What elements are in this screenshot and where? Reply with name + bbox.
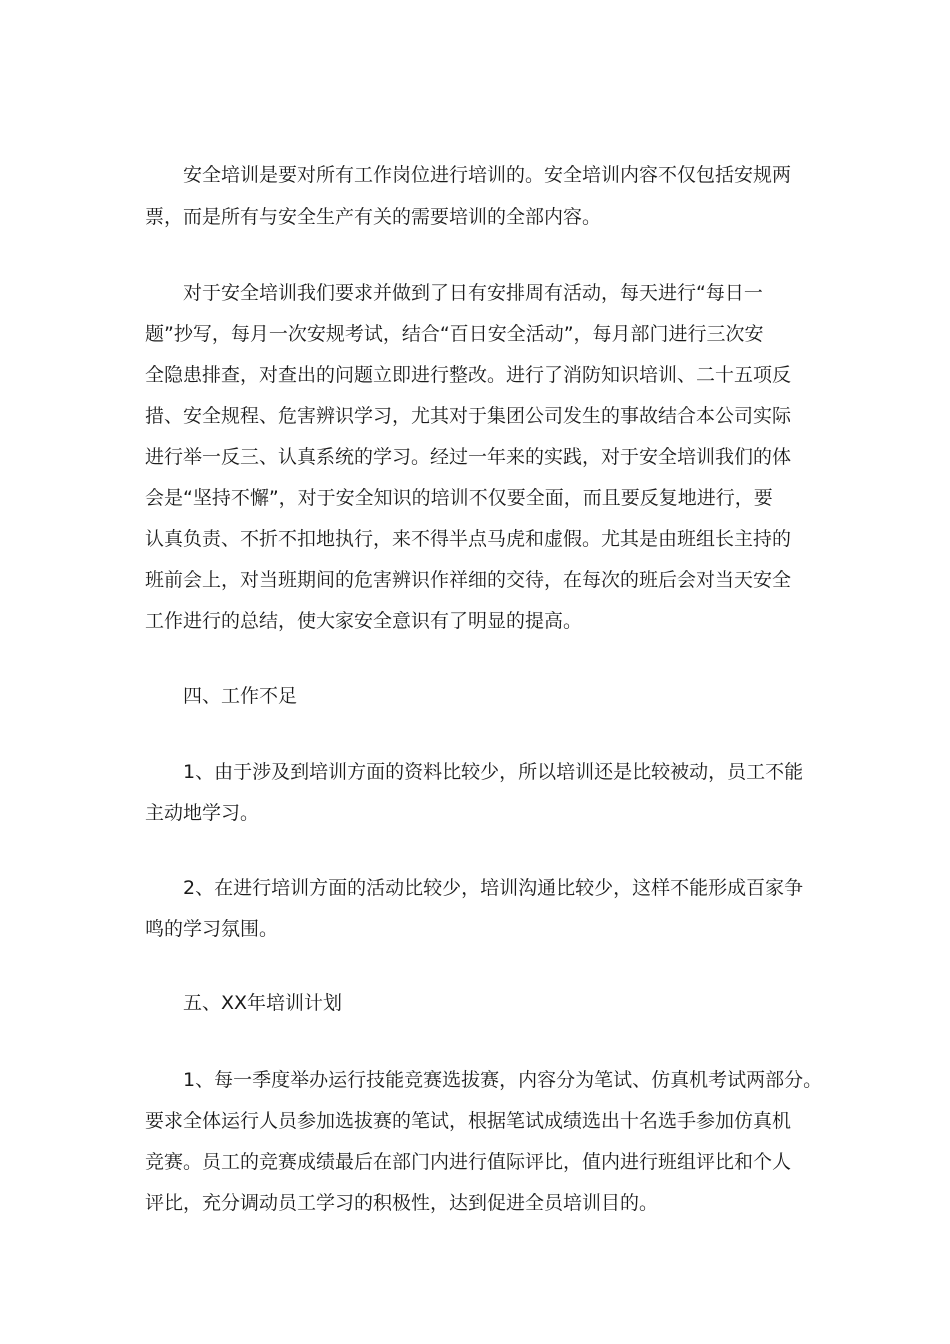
- paragraph-5-line-1: 1、每一季度举办运行技能竞赛选拔赛，内容分为笔试、仿真机考试两部分。: [183, 1069, 823, 1091]
- paragraph-1-line-2: 票，而是所有与安全生产有关的需要培训的全部内容。: [145, 206, 602, 228]
- paragraph-2-line-9: 工作进行的总结，使大家安全意识有了明显的提高。: [145, 610, 583, 632]
- paragraph-4-line-2: 鸣的学习氛围。: [145, 918, 279, 940]
- paragraph-2-line-1: 对于安全培训我们要求并做到了日有安排周有活动，每天进行“每日一: [183, 282, 763, 304]
- paragraph-3-line-2: 主动地学习。: [145, 802, 260, 824]
- paragraph-5-line-2: 要求全体运行人员参加选拔赛的笔试，根据笔试成绩选出十名选手参加仿真机: [145, 1110, 792, 1132]
- paragraph-2-line-8: 班前会上，对当班期间的危害辨识作祥细的交待，在每次的班后会对当天安全: [145, 569, 792, 591]
- paragraph-3-line-1: 1、由于涉及到培训方面的资料比较少，所以培训还是比较被动，员工不能: [183, 761, 804, 783]
- paragraph-1-line-1: 安全培训是要对所有工作岗位进行培训的。安全培训内容不仅包括安规两: [183, 164, 792, 186]
- paragraph-2-line-6: 会是“坚持不懈”，对于安全知识的培训不仅要全面，而且要反复地进行，要: [145, 487, 773, 509]
- paragraph-5-line-3: 竞赛。员工的竞赛成绩最后在部门内进行值际评比，值内进行班组评比和个人: [145, 1151, 792, 1173]
- paragraph-2-line-4: 措、安全规程、危害辨识学习，尤其对于集团公司发生的事故结合本公司实际: [145, 405, 792, 427]
- paragraph-2-line-2: 题”抄写，每月一次安规考试，结合“百日安全活动”，每月部门进行三次安: [145, 323, 764, 345]
- paragraph-2-line-5: 进行举一反三、认真系统的学习。经过一年来的实践，对于安全培训我们的体: [145, 446, 792, 468]
- paragraph-2-line-3: 全隐患排查，对查出的问题立即进行整改。进行了消防知识培训、二十五项反: [145, 364, 792, 386]
- paragraph-4-line-1: 2、在进行培训方面的活动比较少，培训沟通比较少，这样不能形成百家争: [183, 877, 804, 899]
- section-heading-5: 五、XX年培训计划: [183, 992, 343, 1014]
- paragraph-2-line-7: 认真负责、不折不扣地执行，来不得半点马虎和虚假。尤其是由班组长主持的: [145, 528, 792, 550]
- paragraph-5-line-4: 评比，充分调动员工学习的积极性，达到促进全员培训目的。: [145, 1192, 659, 1214]
- section-heading-4: 四、工作不足: [183, 685, 298, 707]
